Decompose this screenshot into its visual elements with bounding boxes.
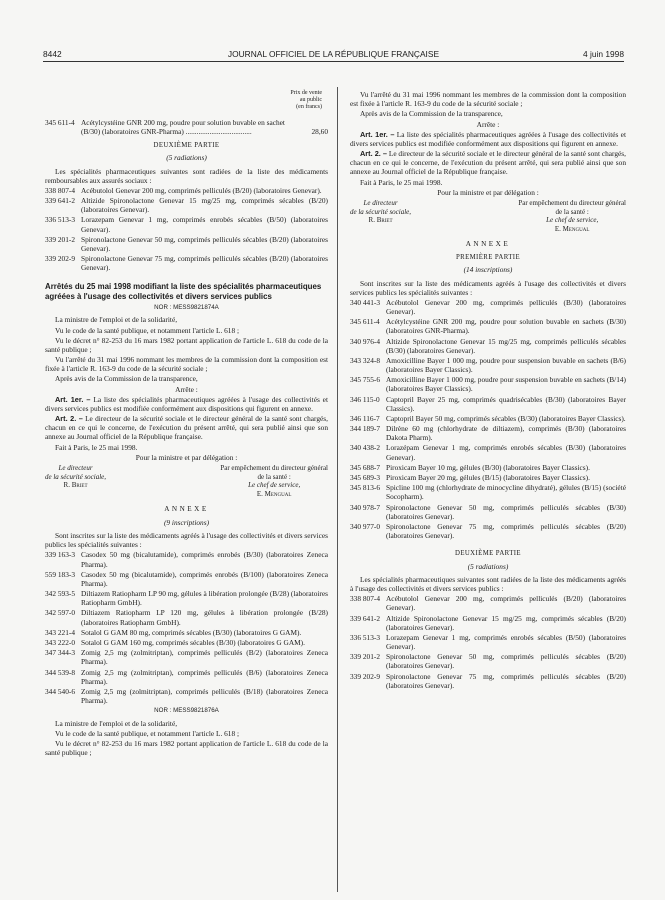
article-1 xyxy=(45,395,328,413)
section-title: DEUXIÈME PARTIE xyxy=(455,550,521,558)
arrete-word: Arrête : xyxy=(175,384,198,394)
entry-text: Dilrène 60 mg (chlorhydrate de diltiazem), comprimés (B/30) (laboratoires Dakota Pharm). xyxy=(386,424,626,443)
signature-right xyxy=(518,199,626,234)
radiation-list xyxy=(350,594,626,690)
entry-text: Spironolactone Genevar 75 mg, comprimés pelliculés sécables (B/20) (laboratoires Genevar). xyxy=(386,671,626,690)
article-text: La liste des spécialités pharmaceutiques agréées à l'usage des collectivités et divers services publics est modifiée conformément aux dispositions qui figurent en annexe. xyxy=(45,394,328,413)
nor-reference: NOR : MESS9821874A xyxy=(154,303,219,311)
right-column xyxy=(350,90,626,691)
signer-role: de la santé : xyxy=(257,472,291,481)
left-column xyxy=(45,90,328,759)
section-intro: Les spécialités pharmaceutiques suivantes sont radiées de la liste des médicaments agréés à l'usage des collectivités et divers services publics : xyxy=(350,574,626,594)
list-item xyxy=(45,550,328,568)
list-item xyxy=(350,414,626,423)
entry-code: 345 813-6 xyxy=(350,483,380,493)
entry-text: Acébutolol Genevar 200 mg, comprimés pelliculés (B/20) (laboratoires Genevar). xyxy=(386,594,626,613)
list-item xyxy=(350,395,626,413)
entry-text: Lorazepam Genevar 1 mg, comprimés enrobés sécables (B/50) (laboratoires Genevar). xyxy=(386,632,626,652)
entry-text: Altizide Spironolactone Genevar 15 mg/25 mg, comprimés sécables (B/20) (laboratoires Genevar). xyxy=(81,196,328,215)
entry-text: Acébutolol Genevar 200 mg, comprimés pelliculés (B/20) (laboratoires Genevar). xyxy=(81,185,322,195)
entry-text: Zomig 2,5 mg (zolmitriptan), comprimés pelliculés (B/18) (laboratoires Zeneca Pharma). xyxy=(81,686,328,706)
entry-text: Spironolactone Genevar 75 mg, comprimés pelliculés sécables (B/20) (laboratoires Genevar). xyxy=(386,521,626,541)
list-item xyxy=(45,235,328,253)
entry-code: 559 183-3 xyxy=(45,569,75,579)
entry-code: 345 611-4 xyxy=(350,317,380,327)
entry-code: 343 324-8 xyxy=(350,355,380,365)
entry-code: 339 202-9 xyxy=(350,671,380,681)
entry-text: Altizide Spironolactone Genevar 15 mg/25 mg, comprimés pelliculés sécables (B/30) (laboratoires Genevar). xyxy=(386,336,626,355)
signer-subrole: Le chef de service, xyxy=(546,216,599,225)
preamble-paragraph: Après avis de la Commission de la transparence, xyxy=(360,109,503,119)
entry-code: 342 597-0 xyxy=(45,608,75,618)
signer-role: de la sécurité sociale, xyxy=(350,207,412,216)
price-header-line: Prix de vente xyxy=(290,90,322,96)
list-item xyxy=(350,522,626,540)
entry-code: 338 807-4 xyxy=(45,185,75,195)
signature-left xyxy=(45,464,106,499)
entry-code: 347 344-3 xyxy=(45,648,75,658)
entry-text: Captopril Bayer 50 mg, comprimés sécables (B/30) (laboratoires Bayer Classics). xyxy=(386,413,626,423)
article-text: Le directeur de la sécurité sociale et le directeur général de la santé sont chargés, chacun en ce qui le concerne, de l'exécution du présent arrêté, qui sera publié ainsi que son annexe au Journal officiel de la République française. xyxy=(350,149,626,177)
entry-code: 338 807-4 xyxy=(350,594,380,604)
article-2 xyxy=(350,149,626,177)
entry-code: 340 438-2 xyxy=(350,443,380,453)
preamble-paragraph: Vu le décret n° 82-253 du 16 mars 1982 portant application de l'article L. 618 du code de la santé publique ; xyxy=(45,739,328,758)
entry-code: 339 163-3 xyxy=(45,550,75,560)
article-text: La liste des spécialités pharmaceutiques agréées à l'usage des collectivités et divers services publics est modifiée conformément aux dispositions qui figurent en annexe. xyxy=(350,129,626,148)
entry-text: Spironolactone Genevar 50 mg, comprimés pelliculés sécables (B/20) (laboratoires Genevar). xyxy=(81,234,328,253)
preamble-paragraph: Vu le code de la santé publique, et notamment l'article L. 618 ; xyxy=(55,729,240,739)
entry-code: 344 539-8 xyxy=(45,667,75,677)
signer-name: R. Briet xyxy=(368,216,393,225)
entry-code: 340 977-0 xyxy=(350,521,380,531)
page-header xyxy=(43,49,624,61)
entry-code: 343 221-4 xyxy=(45,627,75,637)
inscription-list xyxy=(45,550,328,705)
arrete-word: Arrête : xyxy=(476,119,500,129)
entry-text: Captopril Bayer 25 mg, comprimés quadrisécables (B/30) (laboratoires Bayer Classics). xyxy=(386,394,626,413)
delegation-line: Pour la ministre et par délégation : xyxy=(135,452,238,462)
issue-date: 4 juin 1998 xyxy=(583,49,624,59)
list-item xyxy=(350,317,626,335)
price-header-line: au public xyxy=(299,97,322,104)
list-item xyxy=(350,652,626,670)
entry-text: Casodex 50 mg (bicalutamide), comprimés enrobés (B/100) (laboratoires Zeneca Pharma). xyxy=(81,569,328,588)
list-item xyxy=(45,589,328,607)
list-item xyxy=(350,424,626,442)
entry-text: Casodex 50 mg (bicalutamide), comprimés enrobés (B/30) (laboratoires Zeneca Pharma). xyxy=(81,550,328,569)
article-text: Le directeur de la sécurité sociale et le directeur général de la santé sont chargés, chacun en ce qui le concerne, de l'exécution du présent arrêté, qui sera publié ainsi que son annexe au Journal officiel de la République française. xyxy=(45,414,328,442)
entry-code: 339 641-2 xyxy=(350,613,380,623)
signer-role: de la sécurité sociale, xyxy=(45,472,107,481)
section-title: PREMIÈRE PARTIE xyxy=(455,253,521,261)
entry-text: Acétylcystéine GNR 200 mg, poudre pour solution buvable en sachets (B/30) (laboratoires GNR-Pharma). xyxy=(386,317,626,336)
article-label: Art. 1er. – xyxy=(55,394,91,404)
signer-role: de la santé : xyxy=(555,207,589,216)
entry-code: 345 755-6 xyxy=(350,375,380,385)
list-item xyxy=(350,356,626,374)
preamble-paragraph: Vu le décret n° 82-253 du 16 mars 1982 portant application de l'article L. 618 du code de la santé publique ; xyxy=(45,335,328,354)
signer-subrole: Le chef de service, xyxy=(248,481,301,490)
entry-text: Amoxicilline Bayer 1 000 mg, poudre pour suspension buvable en sachets (B/14) (laboratoires Bayer Classics). xyxy=(386,375,626,394)
column-divider xyxy=(337,87,338,892)
signer-role: Le directeur xyxy=(363,198,398,207)
entry-code: 342 593-5 xyxy=(45,589,75,599)
list-item xyxy=(350,483,626,501)
priced-entry xyxy=(45,118,328,136)
entry-code: 339 641-2 xyxy=(45,196,75,206)
article-2 xyxy=(45,414,328,442)
entry-text: Piroxicam Bayer 10 mg, gélules (B/30) (laboratoires Bayer Classics). xyxy=(386,462,590,472)
list-item xyxy=(350,473,626,482)
journal-title: JOURNAL OFFICIEL DE LA RÉPUBLIQUE FRANÇAISE xyxy=(227,49,440,59)
section-subtitle: (5 radiations) xyxy=(166,153,207,163)
entry-text: Sotalol G GAM 160 mg, comprimés sécables (B/30) (laboratoires G GAM). xyxy=(81,638,305,647)
page-number: 8442 xyxy=(43,49,62,59)
signature-right xyxy=(220,464,328,499)
entry-text: Acébutolol Genevar 200 mg, comprimés pelliculés (B/30) (laboratoires Genevar). xyxy=(386,297,626,317)
done-at: Fait à Paris, le 25 mai 1998. xyxy=(55,442,138,452)
signature-left xyxy=(350,199,411,234)
article-label: Art. 2. – xyxy=(55,414,83,424)
list-item xyxy=(45,215,328,233)
entry-text: Acétylcystéine GNR 200 mg, poudre pour solution buvable en sachet (B/30) (laboratoires GNR-Pharma) .................................... xyxy=(81,117,285,136)
price-column-header xyxy=(45,90,328,112)
list-item xyxy=(350,503,626,521)
entry-code: 336 513-3 xyxy=(350,632,380,642)
list-item xyxy=(45,648,328,666)
preamble xyxy=(45,315,328,383)
signer-role: Par empêchement du directeur général xyxy=(518,198,626,207)
arrete-title: Arrêtés du 25 mai 1998 modifiant la liste des spécialités pharmaceutiques agréées à l'usage des collectivités et divers services publics xyxy=(45,282,322,301)
list-item xyxy=(45,628,328,637)
nor-reference: NOR : MESS9821876A xyxy=(154,707,219,715)
price-header-line: (en francs) xyxy=(296,104,322,111)
entry-code: 340 441-3 xyxy=(350,297,380,307)
entry-text: Spironolactone Genevar 50 mg, comprimés pelliculés sécables (B/20) (laboratoires Genevar). xyxy=(386,652,626,671)
list-item xyxy=(45,186,328,195)
signer-name: E. Mengual xyxy=(256,490,292,499)
list-item xyxy=(350,337,626,355)
annex-subtitle: (9 inscriptions) xyxy=(163,517,210,527)
entry-text: Spicline 100 mg (chlorhydrate de minocycline dihydraté), gélules (B/15) (société Socopharm). xyxy=(386,483,626,502)
annex-title: ANNEXE xyxy=(164,504,209,513)
entry-text: Piroxicam Bayer 20 mg, gélules (B/15) (laboratoires Bayer Classics). xyxy=(386,472,590,482)
entry-text: Amoxicilline Bayer 1 000 mg, poudre pour suspension buvable en sachets (B/6) (laboratoires Bayer Classics). xyxy=(386,355,626,375)
entry-price: 28,60 xyxy=(311,126,328,136)
section-intro: Les spécialités pharmaceutiques suivantes sont radiées de la liste des médicaments remboursables aux assurés sociaux : xyxy=(45,166,328,185)
entry-code: 345 611-4 xyxy=(45,117,75,127)
list-item xyxy=(350,594,626,612)
header-rule xyxy=(43,61,624,62)
list-item xyxy=(350,463,626,472)
preamble-paragraph: La ministre de l'emploi et de la solidarité, xyxy=(55,718,178,728)
entry-code: 343 222-0 xyxy=(45,638,75,647)
signer-role: Le directeur xyxy=(58,463,93,472)
entry-code: 346 115-0 xyxy=(350,394,380,404)
list-item xyxy=(45,638,328,647)
article-label: Art. 1er. – xyxy=(360,129,395,139)
entry-code: 344 189-7 xyxy=(350,424,380,434)
inscription-list xyxy=(350,298,626,540)
annex-intro: Sont inscrites sur la liste des médicaments agréés à l'usage des collectivités et divers services publics les spécialités suivantes : xyxy=(45,531,328,550)
entry-text: Sotalol G GAM 80 mg, comprimés sécables (B/30) (laboratoires G GAM). xyxy=(81,627,302,637)
signer-name: R. Briet xyxy=(63,481,88,490)
entry-code: 340 978-7 xyxy=(350,502,380,512)
list-item xyxy=(350,633,626,651)
entry-text: Zomig 2,5 mg (zolmitriptan), comprimés pelliculés (B/6) (laboratoires Zeneca Pharma). xyxy=(81,667,328,686)
signatures xyxy=(45,464,328,499)
entry-code: 346 116-7 xyxy=(350,413,380,423)
entry-text: Spironolactone Genevar 75 mg, comprimés pelliculés sécables (B/20) (laboratoires Genevar). xyxy=(81,254,328,273)
list-item xyxy=(45,608,328,626)
entry-code: 344 540-6 xyxy=(45,686,75,696)
section-subtitle: (14 inscriptions) xyxy=(463,265,513,275)
entry-text: Spironolactone Genevar 50 mg, comprimés pelliculés sécables (B/30) (laboratoires Genevar). xyxy=(386,502,626,521)
entry-code: 336 513-3 xyxy=(45,215,75,225)
preamble-paragraph: Vu le code de la santé publique, et notamment l'article L. 618 ; xyxy=(55,325,240,335)
list-item xyxy=(45,687,328,705)
list-item xyxy=(350,614,626,632)
section-title: DEUXIÈME PARTIE xyxy=(153,141,220,149)
entry-code: 345 689-3 xyxy=(350,472,380,482)
done-at: Fait à Paris, le 25 mai 1998. xyxy=(360,177,443,187)
entry-text: Altizide Spironolactone Genevar 15 mg/25 mg, comprimés sécables (B/20) (laboratoires Genevar). xyxy=(386,613,626,632)
section-subtitle: (5 radiations) xyxy=(467,561,509,571)
signer-role: Par empêchement du directeur général xyxy=(220,463,328,472)
list-item xyxy=(45,570,328,588)
entry-text: Lorazépam Genevar 1 mg, comprimés enrobés sécables (B/30) (laboratoires Genevar). xyxy=(386,443,626,462)
list-item xyxy=(350,375,626,393)
entry-text: Lorazepam Genevar 1 mg, comprimés enrobés sécables (B/50) (laboratoires Genevar). xyxy=(81,215,328,234)
annex-title: ANNEXE xyxy=(465,239,511,248)
signer-name: E. Mengual xyxy=(554,225,590,234)
entry-code: 340 976-4 xyxy=(350,336,380,346)
article-1 xyxy=(350,130,626,148)
entry-code: 345 688-7 xyxy=(350,462,380,472)
radiation-list xyxy=(45,186,328,273)
entry-code: 339 201-2 xyxy=(45,234,75,244)
entry-code: 339 201-2 xyxy=(350,652,380,662)
section-intro: Sont inscrites sur la liste des médicaments agréés à l'usage des collectivités et divers services publics les spécialités suivantes : xyxy=(350,278,626,297)
article-label: Art. 2. – xyxy=(360,149,387,159)
preamble-paragraph: La ministre de l'emploi et de la solidarité, xyxy=(55,315,178,325)
preamble-paragraph: Vu l'arrêté du 31 mai 1996 nommant les membres de la commission dont la composition est fixée à l'article R. 163-9 du code de la sécurité sociale ; xyxy=(350,90,626,109)
list-item xyxy=(350,672,626,690)
entry-text: Zomig 2,5 mg (zolmitriptan), comprimés pelliculés (B/2) (laboratoires Zeneca Pharma). xyxy=(81,648,328,667)
entry-text: Diltiazem Ratiopharm LP 120 mg, gélules à libération prolongée (B/28) (laboratoires Ratiopharm GmbH). xyxy=(81,608,328,627)
preamble-paragraph: Après avis de la Commission de la transparence, xyxy=(55,374,198,384)
list-item xyxy=(45,668,328,686)
preamble-paragraph: Vu l'arrêté du 31 mai 1996 nommant les membres de la commission dont la composition est fixée à l'article R. 163-9 du code de la sécurité sociale ; xyxy=(45,355,328,374)
list-item xyxy=(45,196,328,214)
list-item xyxy=(45,254,328,272)
entry-text: Diltiazem Ratiopharm LP 90 mg, gélules à libération prolongée (B/28) (laboratoires Ratiopharm GmbH). xyxy=(81,589,328,608)
list-item xyxy=(350,298,626,316)
list-item xyxy=(350,443,626,461)
delegation-line: Pour la ministre et par délégation : xyxy=(437,187,539,197)
entry-code: 339 202-9 xyxy=(45,254,75,264)
signatures xyxy=(350,199,626,234)
